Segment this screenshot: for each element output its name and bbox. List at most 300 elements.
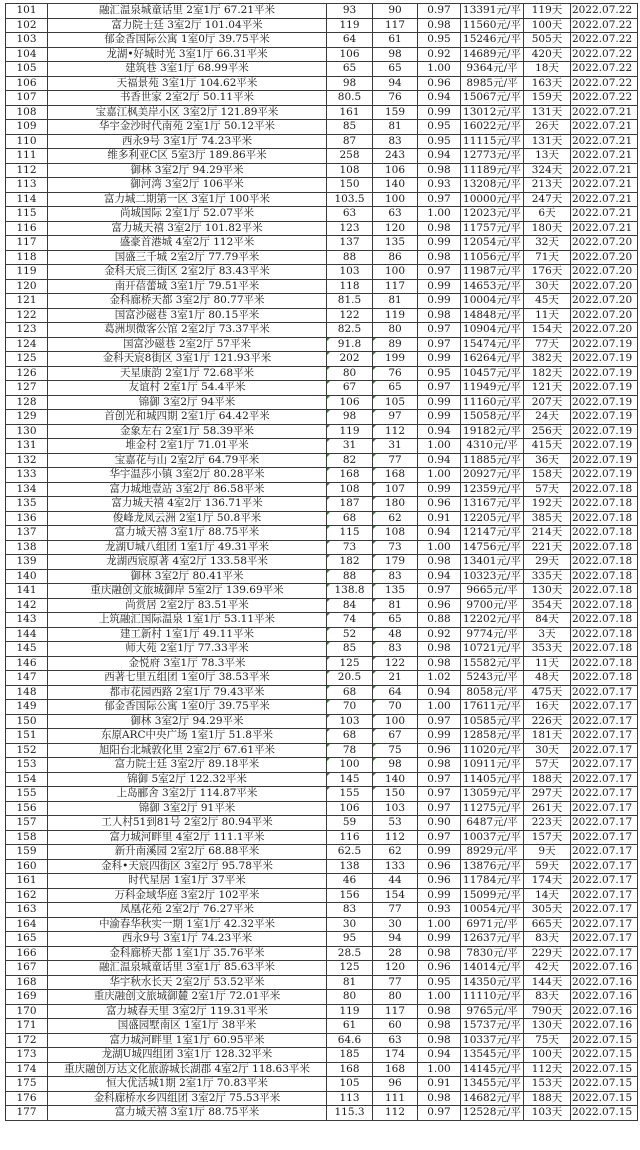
days-on-market-cell: 30天: [524, 743, 571, 758]
table-row: [6, 4, 638, 19]
listing-name-cell: 盛豪首港城 4室2厅 112平米: [48, 236, 327, 251]
row-number-cell: 141: [6, 584, 48, 599]
table-row: [6, 453, 638, 468]
table-row: [6, 221, 638, 236]
listing-price-cell: 46: [327, 874, 373, 889]
days-on-market-cell: 57天: [524, 482, 571, 497]
table-row: [6, 1062, 638, 1077]
price-ratio-cell: 0.98: [418, 250, 461, 265]
row-number-cell: 106: [6, 76, 48, 91]
listing-name-cell: 金科廊桥天都 1室1厅 35.76平米: [48, 946, 327, 961]
table-row: [6, 830, 638, 845]
price-ratio-cell: 0.99: [418, 352, 461, 367]
days-on-market-cell: 158天: [524, 468, 571, 483]
listing-price-cell: 108: [327, 482, 373, 497]
sold-price-cell: 150: [373, 787, 418, 802]
days-on-market-cell: 324天: [524, 163, 571, 178]
listing-name-cell: 西著七里五组团 1室0厅 38.53平米: [48, 671, 327, 686]
price-ratio-cell: 1.00: [418, 62, 461, 77]
row-number-cell: 105: [6, 62, 48, 77]
row-number-cell: 162: [6, 888, 48, 903]
deal-date-cell: 2022.07.20: [571, 308, 638, 323]
days-on-market-cell: 36天: [524, 453, 571, 468]
days-on-market-cell: 182天: [524, 366, 571, 381]
price-ratio-cell: 0.90: [418, 816, 461, 831]
table-row: [6, 120, 638, 135]
sold-price-cell: 120: [373, 961, 418, 976]
deal-date-cell: 2022.07.17: [571, 859, 638, 874]
unit-price-cell: 7830元/平: [461, 946, 524, 961]
unit-price-cell: 13059元/平: [461, 787, 524, 802]
unit-price-cell: 13455元/平: [461, 1077, 524, 1092]
row-number-cell: 157: [6, 816, 48, 831]
days-on-market-cell: 26天: [524, 120, 571, 135]
price-ratio-cell: 0.97: [418, 584, 461, 599]
sold-price-cell: 111: [373, 1091, 418, 1106]
table-row: [6, 627, 638, 642]
days-on-market-cell: 121天: [524, 381, 571, 396]
row-number-cell: 134: [6, 482, 48, 497]
listing-price-cell: 68: [327, 511, 373, 526]
unit-price-cell: 10037元/平: [461, 830, 524, 845]
days-on-market-cell: 112天: [524, 1062, 571, 1077]
table-row: [6, 163, 638, 178]
row-number-cell: 113: [6, 178, 48, 193]
sold-price-cell: 31: [373, 439, 418, 454]
days-on-market-cell: 415天: [524, 439, 571, 454]
sold-price-cell: 65: [373, 381, 418, 396]
days-on-market-cell: 176天: [524, 265, 571, 280]
listing-price-cell: 106: [327, 801, 373, 816]
days-on-market-cell: 18天: [524, 62, 571, 77]
unit-price-cell: 12205元/平: [461, 511, 524, 526]
table-row: [6, 468, 638, 483]
listing-price-cell: 161: [327, 105, 373, 120]
sold-price-cell: 77: [373, 975, 418, 990]
row-number-cell: 128: [6, 395, 48, 410]
deal-date-cell: 2022.07.19: [571, 352, 638, 367]
days-on-market-cell: 83天: [524, 990, 571, 1005]
deal-date-cell: 2022.07.19: [571, 337, 638, 352]
price-ratio-cell: 0.88: [418, 613, 461, 628]
table-row: [6, 381, 638, 396]
days-on-market-cell: 144天: [524, 975, 571, 990]
row-number-cell: 122: [6, 308, 48, 323]
listing-name-cell: 重庆融创文旅城御岸 5室2厅 139.69平米: [48, 584, 327, 599]
row-number-cell: 116: [6, 221, 48, 236]
row-number-cell: 130: [6, 424, 48, 439]
deal-date-cell: 2022.07.22: [571, 4, 638, 19]
days-on-market-cell: 354天: [524, 598, 571, 613]
unit-price-cell: 11115元/平: [461, 134, 524, 149]
listing-name-cell: 恒大优活城1期 2室1厅 70.83平米: [48, 1077, 327, 1092]
price-ratio-cell: 0.96: [418, 497, 461, 512]
row-number-cell: 152: [6, 743, 48, 758]
price-ratio-cell: 0.96: [418, 76, 461, 91]
price-ratio-cell: 0.99: [418, 279, 461, 294]
table-row: [6, 569, 638, 584]
listing-price-cell: 80.5: [327, 91, 373, 106]
row-number-cell: 176: [6, 1091, 48, 1106]
price-ratio-cell: 1.00: [418, 1062, 461, 1077]
sold-price-cell: 90: [373, 4, 418, 19]
listing-price-cell: 68: [327, 685, 373, 700]
row-number-cell: 123: [6, 323, 48, 338]
listing-name-cell: 锦御 3室2厅 91平米: [48, 801, 327, 816]
listing-name-cell: 重庆融创文旅城御麓 2室1厅 72.01平米: [48, 990, 327, 1005]
listing-name-cell: 御林 3室2厅 94.29平米: [48, 163, 327, 178]
listing-price-cell: 100: [327, 758, 373, 773]
row-number-cell: 124: [6, 337, 48, 352]
listing-name-cell: 龙湖U城八组团 1室1厅 49.31平米: [48, 540, 327, 555]
days-on-market-cell: 16天: [524, 700, 571, 715]
price-ratio-cell: 0.94: [418, 424, 461, 439]
days-on-market-cell: 475天: [524, 685, 571, 700]
listing-price-cell: 80: [327, 366, 373, 381]
price-ratio-cell: 0.94: [418, 569, 461, 584]
listing-name-cell: 友谊村 2室1厅 54.4平米: [48, 381, 327, 396]
listing-name-cell: 金象左右 2室1厅 58.39平米: [48, 424, 327, 439]
price-ratio-cell: 0.99: [418, 294, 461, 309]
deal-date-cell: 2022.07.22: [571, 33, 638, 48]
days-on-market-cell: 505天: [524, 33, 571, 48]
deal-date-cell: 2022.07.19: [571, 468, 638, 483]
price-ratio-cell: 0.96: [418, 859, 461, 874]
deal-date-cell: 2022.07.19: [571, 424, 638, 439]
listing-name-cell: 金科•天宸四街区 3室2厅 95.78平米: [48, 859, 327, 874]
deal-date-cell: 2022.07.18: [571, 671, 638, 686]
deal-date-cell: 2022.07.17: [571, 816, 638, 831]
unit-price-cell: 11056元/平: [461, 250, 524, 265]
unit-price-cell: 10004元/平: [461, 294, 524, 309]
table-row: [6, 975, 638, 990]
table-row: [6, 888, 638, 903]
price-ratio-cell: 0.94: [418, 91, 461, 106]
deal-date-cell: 2022.07.17: [571, 743, 638, 758]
sold-price-cell: 100: [373, 265, 418, 280]
days-on-market-cell: 83天: [524, 932, 571, 947]
price-ratio-cell: 0.97: [418, 830, 461, 845]
price-ratio-cell: 0.97: [418, 714, 461, 729]
days-on-market-cell: 32天: [524, 236, 571, 251]
table-row: [6, 149, 638, 164]
unit-price-cell: 15099元/平: [461, 888, 524, 903]
days-on-market-cell: 100天: [524, 1048, 571, 1063]
listing-price-cell: 83: [327, 903, 373, 918]
unit-price-cell: 10585元/平: [461, 714, 524, 729]
price-ratio-cell: 0.98: [418, 946, 461, 961]
row-number-cell: 107: [6, 91, 48, 106]
sold-price-cell: 133: [373, 859, 418, 874]
deal-date-cell: 2022.07.15: [571, 1106, 638, 1121]
listing-name-cell: 俊峰龙凤云洲 2室1厅 50.8平米: [48, 511, 327, 526]
price-ratio-cell: 0.92: [418, 627, 461, 642]
table-row: [6, 845, 638, 860]
deal-date-cell: 2022.07.18: [571, 584, 638, 599]
sold-price-cell: 112: [373, 424, 418, 439]
sold-price-cell: 76: [373, 91, 418, 106]
deal-date-cell: 2022.07.18: [571, 569, 638, 584]
unit-price-cell: 9364元/平: [461, 62, 524, 77]
table-row: [6, 903, 638, 918]
listing-price-cell: 85: [327, 120, 373, 135]
sold-price-cell: 117: [373, 1004, 418, 1019]
row-number-cell: 127: [6, 381, 48, 396]
price-ratio-cell: 0.94: [418, 526, 461, 541]
table-row: [6, 366, 638, 381]
unit-price-cell: 12023元/平: [461, 207, 524, 222]
row-number-cell: 104: [6, 47, 48, 62]
deal-date-cell: 2022.07.19: [571, 439, 638, 454]
deal-date-cell: 2022.07.18: [571, 482, 638, 497]
sold-price-cell: 65: [373, 62, 418, 77]
deal-date-cell: 2022.07.17: [571, 888, 638, 903]
sold-price-cell: 100: [373, 192, 418, 207]
unit-price-cell: 14653元/平: [461, 279, 524, 294]
unit-price-cell: 15582元/平: [461, 656, 524, 671]
row-number-cell: 132: [6, 453, 48, 468]
price-ratio-cell: 0.93: [418, 903, 461, 918]
listing-name-cell: 龙湖•好城时光 3室1厅 66.31平米: [48, 47, 327, 62]
unit-price-cell: 12147元/平: [461, 526, 524, 541]
deal-date-cell: 2022.07.18: [571, 627, 638, 642]
unit-price-cell: 11110元/平: [461, 990, 524, 1005]
price-ratio-cell: 0.99: [418, 888, 461, 903]
listing-name-cell: 首创光和城四期 2室1厅 64.42平米: [48, 410, 327, 425]
table-row: [6, 598, 638, 613]
listing-price-cell: 88: [327, 569, 373, 584]
unit-price-cell: 12359元/平: [461, 482, 524, 497]
listing-name-cell: 万科金域华庭 3室2厅 102平米: [48, 888, 327, 903]
sold-price-cell: 98: [373, 758, 418, 773]
listing-price-cell: 119: [327, 1004, 373, 1019]
unit-price-cell: 19182元/平: [461, 424, 524, 439]
price-ratio-cell: 1.02: [418, 671, 461, 686]
row-number-cell: 160: [6, 859, 48, 874]
days-on-market-cell: 153天: [524, 1077, 571, 1092]
unit-price-cell: 15474元/平: [461, 337, 524, 352]
row-number-cell: 166: [6, 946, 48, 961]
days-on-market-cell: 48天: [524, 671, 571, 686]
unit-price-cell: 12054元/平: [461, 236, 524, 251]
sold-price-cell: 81: [373, 120, 418, 135]
row-number-cell: 139: [6, 555, 48, 570]
price-ratio-cell: 0.97: [418, 265, 461, 280]
deal-date-cell: 2022.07.21: [571, 178, 638, 193]
days-on-market-cell: 226天: [524, 714, 571, 729]
listing-price-cell: 103: [327, 265, 373, 280]
days-on-market-cell: 207天: [524, 395, 571, 410]
unit-price-cell: 13208元/平: [461, 178, 524, 193]
sold-price-cell: 75: [373, 743, 418, 758]
days-on-market-cell: 131天: [524, 105, 571, 120]
listing-price-cell: 59: [327, 816, 373, 831]
listing-price-cell: 106: [327, 395, 373, 410]
sold-price-cell: 154: [373, 888, 418, 903]
listing-price-cell: 125: [327, 656, 373, 671]
table-row: [6, 961, 638, 976]
listing-price-cell: 185: [327, 1048, 373, 1063]
sold-price-cell: 94: [373, 76, 418, 91]
deal-date-cell: 2022.07.18: [571, 598, 638, 613]
deal-date-cell: 2022.07.16: [571, 990, 638, 1005]
listing-name-cell: 国盛三千城 2室2厅 77.79平米: [48, 250, 327, 265]
listing-name-cell: 郁金香国际公寓 1室0厅 39.75平米: [48, 700, 327, 715]
table-row: [6, 395, 638, 410]
sold-price-cell: 180: [373, 497, 418, 512]
price-ratio-cell: 0.98: [418, 555, 461, 570]
table-row: [6, 410, 638, 425]
price-ratio-cell: 0.98: [418, 642, 461, 657]
sold-price-cell: 159: [373, 105, 418, 120]
days-on-market-cell: 229天: [524, 946, 571, 961]
row-number-cell: 174: [6, 1062, 48, 1077]
days-on-market-cell: 11天: [524, 308, 571, 323]
table-row: [6, 1033, 638, 1048]
table-row: [6, 946, 638, 961]
unit-price-cell: 10337元/平: [461, 1033, 524, 1048]
unit-price-cell: 8985元/平: [461, 76, 524, 91]
unit-price-cell: 11757元/平: [461, 221, 524, 236]
listing-name-cell: 御林 3室2厅 80.41平米: [48, 569, 327, 584]
price-ratio-cell: 0.95: [418, 134, 461, 149]
listing-name-cell: 上岛郦舍 3室2厅 114.87平米: [48, 787, 327, 802]
row-number-cell: 173: [6, 1048, 48, 1063]
listing-name-cell: 书香世家 2室2厅 50.11平米: [48, 91, 327, 106]
listing-price-cell: 65: [327, 62, 373, 77]
unit-price-cell: 11160元/平: [461, 395, 524, 410]
days-on-market-cell: 223天: [524, 816, 571, 831]
listing-name-cell: 金科廊桥水乡四组团 3室2厅 75.53平米: [48, 1091, 327, 1106]
deal-date-cell: 2022.07.17: [571, 772, 638, 787]
row-number-cell: 140: [6, 569, 48, 584]
listing-name-cell: 华宇温莎小镇 3室2厅 80.28平米: [48, 468, 327, 483]
unit-price-cell: 14848元/平: [461, 308, 524, 323]
deal-date-cell: 2022.07.15: [571, 1091, 638, 1106]
table-row: [6, 323, 638, 338]
days-on-market-cell: 42天: [524, 961, 571, 976]
table-row: [6, 1106, 638, 1121]
table-row: [6, 279, 638, 294]
listing-name-cell: 重庆融创万达文化旅游城长湖郡 4室2厅 118.63平米: [48, 1062, 327, 1077]
price-ratio-cell: 0.98: [418, 1033, 461, 1048]
table-row: [6, 685, 638, 700]
row-number-cell: 135: [6, 497, 48, 512]
table-row: [6, 584, 638, 599]
listing-name-cell: 富力城天禧 3室1厅 88.75平米: [48, 526, 327, 541]
listing-price-cell: 78: [327, 743, 373, 758]
listing-price-cell: 61: [327, 1019, 373, 1034]
unit-price-cell: 14689元/平: [461, 47, 524, 62]
row-number-cell: 133: [6, 468, 48, 483]
deal-date-cell: 2022.07.20: [571, 294, 638, 309]
table-row: [6, 511, 638, 526]
sold-price-cell: 199: [373, 352, 418, 367]
deal-date-cell: 2022.07.16: [571, 1019, 638, 1034]
listing-name-cell: 堆金村 2室1厅 71.01平米: [48, 439, 327, 454]
listing-price-cell: 73: [327, 540, 373, 555]
listing-name-cell: 锦御 3室2厅 94平米: [48, 395, 327, 410]
deal-date-cell: 2022.07.20: [571, 265, 638, 280]
table-row: [6, 294, 638, 309]
deal-date-cell: 2022.07.15: [571, 1048, 638, 1063]
sold-price-cell: 108: [373, 526, 418, 541]
listing-price-cell: 156: [327, 888, 373, 903]
table-row: [6, 758, 638, 773]
unit-price-cell: 10904元/平: [461, 323, 524, 338]
unit-price-cell: 11020元/平: [461, 743, 524, 758]
unit-price-cell: 13167元/平: [461, 497, 524, 512]
sold-price-cell: 100: [373, 714, 418, 729]
table-row: [6, 33, 638, 48]
days-on-market-cell: 3天: [524, 627, 571, 642]
listing-name-cell: 凤凰花苑 2室2厅 76.27平米: [48, 903, 327, 918]
sold-price-cell: 120: [373, 221, 418, 236]
listing-name-cell: 富力院士廷 3室2厅 89.18平米: [48, 758, 327, 773]
listing-name-cell: 尚赏居 2室2厅 83.51平米: [48, 598, 327, 613]
row-number-cell: 121: [6, 294, 48, 309]
days-on-market-cell: 420天: [524, 47, 571, 62]
unit-price-cell: 11189元/平: [461, 163, 524, 178]
row-number-cell: 129: [6, 410, 48, 425]
table-row: [6, 990, 638, 1005]
unit-price-cell: 15737元/平: [461, 1019, 524, 1034]
sold-price-cell: 168: [373, 468, 418, 483]
table-row: [6, 424, 638, 439]
table-row: [6, 540, 638, 555]
listing-price-cell: 103: [327, 714, 373, 729]
unit-price-cell: 5243元/平: [461, 671, 524, 686]
deal-date-cell: 2022.07.17: [571, 714, 638, 729]
listing-price-cell: 93: [327, 4, 373, 19]
unit-price-cell: 10000元/平: [461, 192, 524, 207]
price-ratio-cell: 0.91: [418, 1077, 461, 1092]
days-on-market-cell: 103天: [524, 1106, 571, 1121]
price-ratio-cell: 0.97: [418, 323, 461, 338]
deal-date-cell: 2022.07.20: [571, 236, 638, 251]
listing-name-cell: 尚城国际 2室1厅 52.07平米: [48, 207, 327, 222]
sold-price-cell: 119: [373, 308, 418, 323]
unit-price-cell: 12637元/平: [461, 932, 524, 947]
days-on-market-cell: 163天: [524, 76, 571, 91]
deal-date-cell: 2022.07.15: [571, 1033, 638, 1048]
row-number-cell: 145: [6, 642, 48, 657]
deal-date-cell: 2022.07.18: [571, 613, 638, 628]
sold-price-cell: 89: [373, 337, 418, 352]
table-row: [6, 192, 638, 207]
listing-name-cell: 金悦府 3室1厅 78.3平米: [48, 656, 327, 671]
unit-price-cell: 13012元/平: [461, 105, 524, 120]
days-on-market-cell: 29天: [524, 555, 571, 570]
table-row: [6, 439, 638, 454]
price-ratio-cell: 0.99: [418, 395, 461, 410]
table-row: [6, 91, 638, 106]
row-number-cell: 110: [6, 134, 48, 149]
sold-price-cell: 81: [373, 294, 418, 309]
listing-price-cell: 150: [327, 178, 373, 193]
deal-date-cell: 2022.07.16: [571, 975, 638, 990]
deal-date-cell: 2022.07.20: [571, 323, 638, 338]
listing-name-cell: 宝嘉江枫美岸小区 3室2厅 121.89平米: [48, 105, 327, 120]
table-row: [6, 743, 638, 758]
price-ratio-cell: 0.99: [418, 932, 461, 947]
deal-date-cell: 2022.07.18: [571, 555, 638, 570]
row-number-cell: 143: [6, 613, 48, 628]
row-number-cell: 126: [6, 366, 48, 381]
price-ratio-cell: 0.98: [418, 163, 461, 178]
days-on-market-cell: 9天: [524, 845, 571, 860]
unit-price-cell: 8058元/平: [461, 685, 524, 700]
